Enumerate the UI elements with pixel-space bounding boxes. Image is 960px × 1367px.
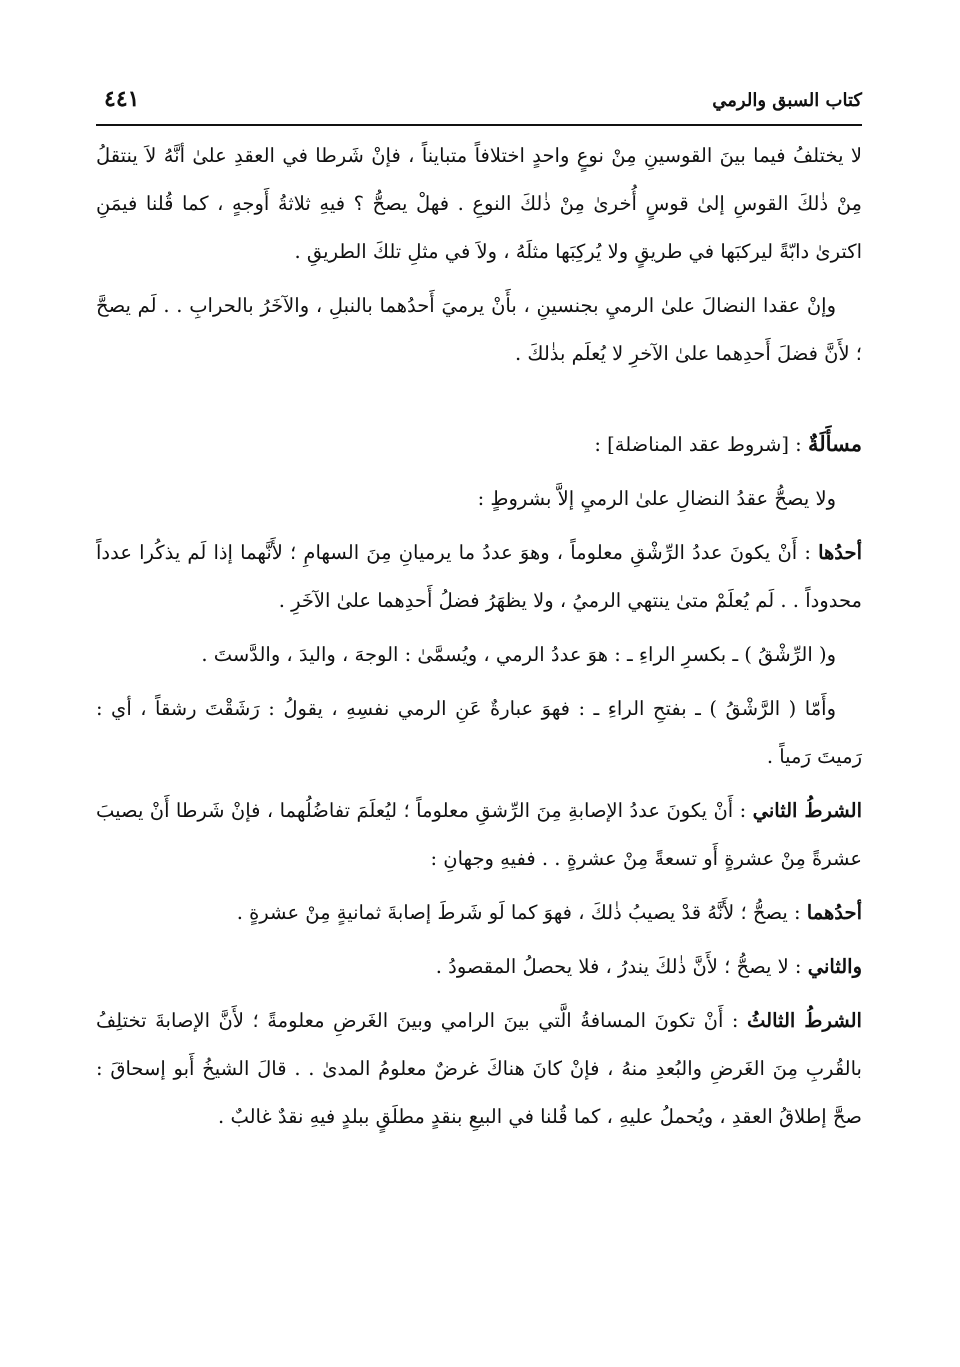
paragraph: [96, 787, 862, 883]
paragraph-lead: الشرطُ الثاني: [752, 799, 863, 822]
paragraph-lead: والثاني: [807, 955, 862, 978]
paragraph-text: : أَنْ تكونَ المسافةُ الَّتي بينَ الرامي وبينَ الغَرضِ معلومةً ؛ لأَنَّ الإصابةَ تختلِفُ بالقُربِ مِنَ الغَرضِ والبُعدِ منهُ ، فإنْ كانَ هناكَ غرضٌ معلومُ المدىٰ . . قالَ الشيخُ أَبو إسحاقَ : صحَّ إطلاقُ العقدِ ، ويُحملُ عليهِ ، كما قُلنا في البيعِ بنقدٍ مطلَقٍ ببلدٍ فيهِ نقدٌ غالبٌ .: [96, 1009, 862, 1128]
paragraph: [96, 943, 862, 991]
paragraph: [96, 282, 862, 378]
paragraph-text: : يصحُّ ؛ لأَنَّهُ قدْ يصيبُ ذٰلكَ ، فهوَ كما لَو شَرطَ إصابةَ ثمانيةٍ مِنْ عشرةٍ .: [236, 901, 807, 924]
paragraph-text: وأَمّا ( الرَّشْقُ ) ـ بفتحِ الراءِ ـ : فهوَ عبارةٌ عَنِ الرمي نفسِهِ ، يقولُ : رَشَقْتَ رشقاً ، أي : رَميتَ رَمياً .: [96, 697, 862, 768]
running-header: [96, 84, 862, 126]
paragraph: [96, 997, 862, 1141]
paragraph-text: و( الرِّشْقُ ) ـ بكسرِ الراءِ ـ : هوَ عددُ الرمي ، ويُسمَّىٰ : الوجهَ ، واليدَ ، والدَّستَ .: [201, 643, 836, 666]
paragraph-text: : أَنْ يكونَ عددُ الإصابةِ مِنَ الرِّشقِ معلوماً ؛ ليُعلَمَ تفاضُلُهما ، فإنْ شَرطا أَنْ يصيبَ عشرةً مِنْ عشرةٍ أَو تسعةً مِنْ عشرةٍ . . ففيهِ وجهانِ :: [96, 799, 862, 870]
paragraph: [96, 529, 862, 625]
paragraph-text: لا يختلفُ فيما بينَ القوسينِ مِنْ نوعٍ واحدٍ اختلافاً متبايناً ، فإنْ شَرطا في العقدِ علىٰ أنَّهُ لاَ ينتقلُ مِنْ ذٰلكَ القوسِ إلىٰ قوسٍ أُخرىٰ مِنْ ذٰلكَ النوعِ . فهلْ يصحُّ ؟ فيهِ ثلاثةُ أَوجهٍ ، كما قُلنا فيمَنِ اكترىٰ دابّةً ليركبَها في طريقٍ ولا يُركِبَها مثلَهُ ، ولاَ في مثلِ تلكَ الطريقِ .: [96, 144, 862, 263]
running-title: كتاب السبق والرمي: [712, 90, 862, 111]
section-heading-title: : [شروط عقد المناضلة] :: [594, 433, 808, 456]
paragraph-text: وإنْ عقدا النضالَ علىٰ الرميِ بجنسينِ ، بأَنْ يرميَ أَحدُهما بالنبلِ ، والآخَرُ بالحرابِ . . لَم يصحَّ ؛ لأَنَّ فضلَ أَحدِهما علىٰ الآخرِ لا يُعلَم بذٰلكَ .: [96, 294, 862, 365]
paragraph-text: : أَنْ يكونَ عددُ الرِّشْقِ معلوماً ، وهوَ عددُ ما يرميانِ مِنَ السهامِ ؛ لأَنَّهما إذا لَم يذكُرا عدداً محدوداً . . لَم يُعلَمْ متىٰ ينتهي الرميُ ، ولا يظهَرُ فضلُ أَحدِهما علىٰ الآخَرِ .: [96, 541, 862, 612]
paragraph-text: ولا يصحُّ عقدُ النضالِ علىٰ الرميِ إلاَّ بشروطٍ :: [477, 487, 836, 510]
paragraph-lead: أحدُها: [818, 541, 862, 564]
paragraph: [96, 475, 862, 523]
section-spacer: [96, 378, 862, 420]
paragraph: [96, 631, 862, 679]
paragraph-lead: الشرطُ الثالثُ: [747, 1009, 862, 1032]
section-heading-word: مسأَلَةٌ: [807, 431, 862, 456]
page-body: [96, 132, 862, 1141]
paragraph-text: : لا يصحُّ ؛ لأَنَّ ذٰلكَ يندرُ ، فلا يحصلُ المقصودُ .: [435, 955, 808, 978]
section-heading: [96, 420, 862, 469]
page-number: ٤٤١: [104, 86, 140, 112]
paragraph-lead: أحدُهما: [806, 901, 862, 924]
paragraph: [96, 889, 862, 937]
paragraph: [96, 132, 862, 276]
paragraph: [96, 685, 862, 781]
